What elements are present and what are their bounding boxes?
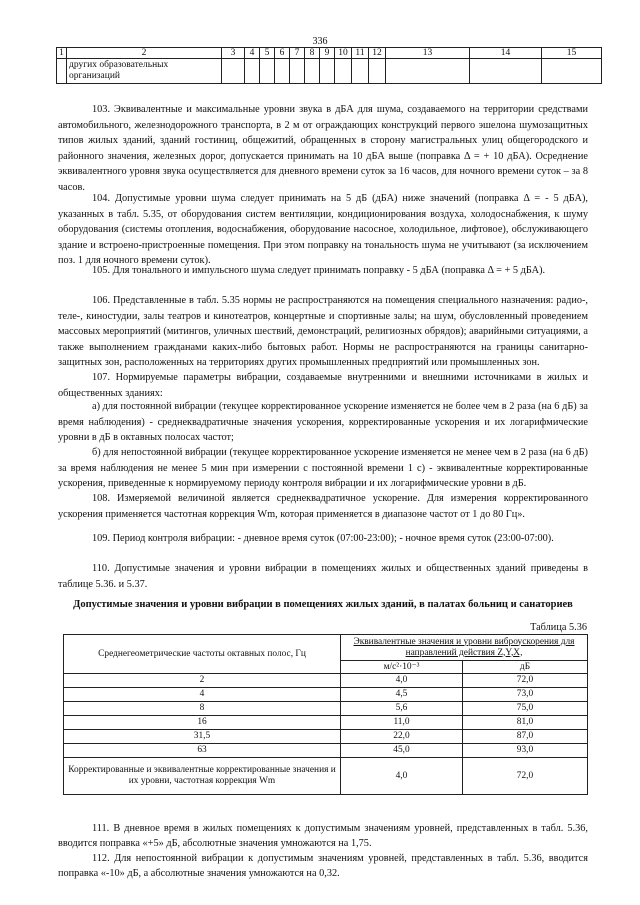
db-cell: 75,0: [463, 702, 588, 716]
table-row: [57, 59, 602, 84]
table-header-row: [64, 635, 588, 661]
frequency-cell: 16: [64, 716, 341, 730]
col-header-unit1: м/с²·10⁻³: [341, 661, 463, 674]
db-cell: 81,0: [463, 716, 588, 730]
table-header-cell: 3: [222, 48, 245, 59]
table-caption: Таблица 5.36: [530, 622, 587, 633]
table-cell: [470, 59, 542, 84]
db-cell: 93,0: [463, 744, 588, 758]
paragraph-109: 109. Период контроля вибрации: - дневное время суток (07:00-23:00); - ночное время суток (23:00-07:00).: [92, 533, 554, 544]
paragraph-110: 110. Допустимые значения и уровни вибрации в помещениях жилых и общественных зданий приведены в таблице 5.36. и 5.37.: [58, 563, 588, 590]
table-header-cell: 10: [335, 48, 352, 59]
table-cell: [352, 59, 369, 84]
paragraph-105: 105. Для тонального и импульсного шума следует принимать поправку - 5 дБА (поправка Δ = + 5 дБА).: [92, 265, 546, 276]
table-header-cell: 9: [320, 48, 335, 59]
table-header-cell: 8: [305, 48, 320, 59]
db-cell: 72,0: [463, 674, 588, 688]
db-cell: 73,0: [463, 688, 588, 702]
table-cell: [260, 59, 275, 84]
table-header-row: [57, 48, 602, 59]
db-cell: 72,0: [463, 758, 588, 795]
table-cell: [57, 59, 67, 84]
vibration-table: [63, 634, 588, 795]
table-header-cell: 13: [386, 48, 470, 59]
table-header-cell: 5: [260, 48, 275, 59]
accel-cell: 11,0: [341, 716, 463, 730]
table-cell: [542, 59, 602, 84]
table-cell: [320, 59, 335, 84]
table-cell: [67, 59, 222, 84]
paragraph-107: 107. Нормируемые параметры вибрации, создаваемые внутренними и внешними источниками в жилых и общественных зданиях:: [58, 372, 588, 399]
note-111: 111. В дневное время в жилых помещениях к допустимым значениям уровней, представленных в табл. 5.36, вводится поправка «+5» дБ, абсолютные значения умножаются на 1,75.: [58, 823, 588, 850]
table-header-cell: 12: [369, 48, 386, 59]
table-header-cell: 11: [352, 48, 369, 59]
frequency-cell: 63: [64, 744, 341, 758]
paragraph-107b: б) для непостоянной вибрации (текущее корректированное ускорение изменяется не менее чем в 2 раза (на 6 дБ) за время наблюдения не менее 5 мин при измерении с постоянной времени 1 с) - эквивалентные корректированные ускорения, приведенные к нормируемому периоду контроля вибрации и их логарифмические уровни в дБ.: [58, 447, 588, 490]
frequency-cell: 31,5: [64, 730, 341, 744]
accel-cell: 5,6: [341, 702, 463, 716]
table-row: [64, 702, 588, 716]
table-cell: [386, 59, 470, 84]
table-row: [64, 674, 588, 688]
table-row: [64, 758, 588, 795]
accel-cell: 22,0: [341, 730, 463, 744]
table-row: [64, 744, 588, 758]
accel-cell: 4,0: [341, 758, 463, 795]
table-header-cell: 2: [67, 48, 222, 59]
paragraph-108: 108. Измеряемой величиной является среднеквадратичное ускорение. Для измерения корректированного ускорения применяется частотная коррекция Wm, которая применяется в диапазоне частот от 1 до 80 Гц».: [58, 493, 588, 520]
table-cell: [305, 59, 320, 84]
col-header-group: Эквивалентные значения и уровни виброускорения для направлений действия Z,Y,X,: [341, 635, 588, 661]
table-row: [64, 688, 588, 702]
accel-cell: 4,0: [341, 674, 463, 688]
corrected-label-cell: Корректированные и эквивалентные корректированные значения и их уровни, частотная коррекция Wm: [64, 758, 341, 795]
table-cell: [335, 59, 352, 84]
db-cell: 87,0: [463, 730, 588, 744]
table-header-cell: 7: [290, 48, 305, 59]
paragraph-107a: а) для постоянной вибрации (текущее корректированное ускорение изменяется не более чем в 2 раза (на 6 дБ) за время наблюдения) - среднеквадратичные значения ускорения, корректированные ускорения и их логарифмические уровни в дБ в октавных полосах частот;: [58, 401, 588, 444]
table-cell: [245, 59, 260, 84]
accel-cell: 45,0: [341, 744, 463, 758]
table-cell: [290, 59, 305, 84]
paragraph-103: 103. Эквивалентные и максимальные уровни звука в дБА для шума, создаваемого на территории средствами автомобильного, железнодорожного транспорта, в 2 м от ограждающих конструкций первого эшелона шумозащитных типов жилых зданий, зданий гостиниц, общежитий, обращенных в сторону магистральных улиц общегородского и районного значения, железных дорог, допускается принимать на 10 дБА выше (поправка Δ = + 10 дБА). Осреднение эквивалентного уровня звука осуществляется для дневного времени суток за 16 часов, для ночного времени суток – за 8 часов.: [58, 104, 588, 193]
page-number: 336: [312, 36, 328, 47]
paragraph-106: 106. Представленные в табл. 5.35 нормы не распространяются на помещения специального назначения: радио-, теле-, киностудии, залы театров и кинотеатров, концертные и спортивные залы; на шум, обусловленный проведением массовых мероприятий (митингов, уличных шествий, демонстраций, религиозных обрядов); аварийными ситуациями, а также выполнением гражданами каких-либо бытовых работ. Нормы не распространяются на границы санитарно-защитных зон, расположенных на территориях других промышленных предприятий или промышленных зон.: [58, 295, 588, 369]
continuation-table: [56, 47, 602, 84]
row-label-line2: организаций: [69, 71, 121, 81]
frequency-cell: 4: [64, 688, 341, 702]
table-header-cell: 1: [57, 48, 67, 59]
paragraph-104: 104. Допустимые уровни шума следует принимать на 5 дБ (дБА) ниже значений (поправка Δ = - 5 дБА), указанных в табл. 5.35, от оборудования систем вентиляции, кондиционирования воздуха, холодоснабжения, к шуму оборудования (системы отопления, водоснабжения, оборудование насосное, холодильное, лифтовое), обслуживающего здание и встроено-пристроенные помещения. При этом поправку на тональность шума не учитывают (за исключением поз. 1 для ночного времени суток).: [58, 193, 588, 267]
table-cell: [222, 59, 245, 84]
table-row: [64, 716, 588, 730]
table-cell: [369, 59, 386, 84]
col-header-frequency: Среднегеометрические частоты октавных полос, Гц: [64, 635, 341, 674]
frequency-cell: 8: [64, 702, 341, 716]
table-title: Допустимые значения и уровни вибрации в помещениях жилых зданий, в палатах больниц и санаториев: [73, 599, 573, 610]
note-112: 112. Для непостоянной вибрации к допустимым значениям уровней, представленных в табл. 5.36, вводится поправка «-10» дБ, а абсолютные значения умножаются на 0,32.: [58, 853, 588, 880]
accel-cell: 4,5: [341, 688, 463, 702]
table-header-cell: 6: [275, 48, 290, 59]
frequency-cell: 2: [64, 674, 341, 688]
table-header-cell: 15: [542, 48, 602, 59]
col-header-unit2: дБ: [463, 661, 588, 674]
table-cell: [275, 59, 290, 84]
table-header-cell: 14: [470, 48, 542, 59]
row-label-line1: других образовательных: [69, 60, 169, 70]
table-row: [64, 730, 588, 744]
table-header-cell: 4: [245, 48, 260, 59]
